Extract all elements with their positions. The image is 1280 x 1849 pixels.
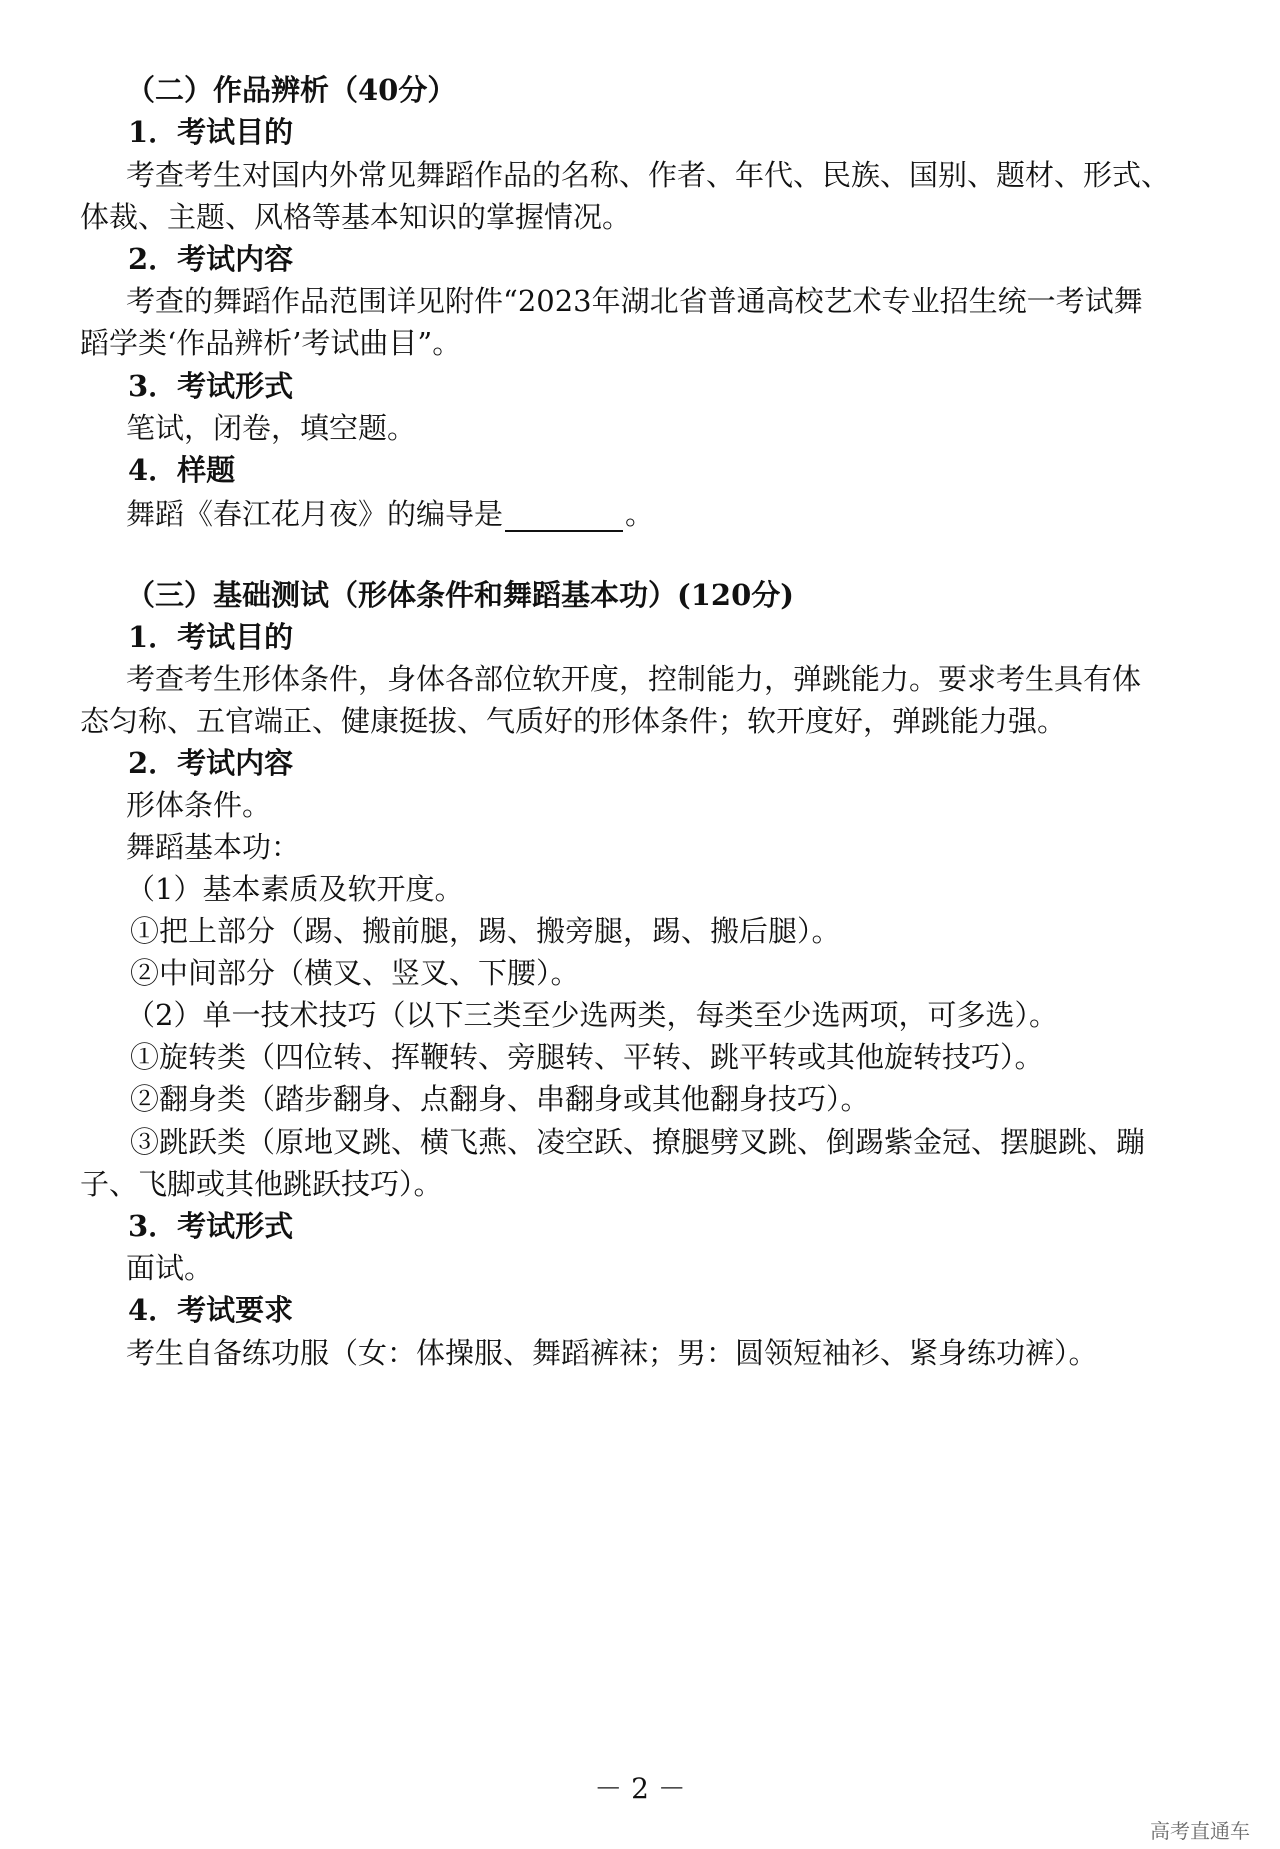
- section-3-purpose-heading: 1．考试目的: [128, 620, 294, 654]
- section-3-req-heading: 4．考试要求: [128, 1293, 294, 1327]
- content-line: ①把上部分（踢、搬前腿，踢、搬旁腿，踢、搬后腿）。: [130, 914, 841, 948]
- section-2-purpose-text-1: 考查考生对国内外常见舞蹈作品的名称、作者、年代、民族、国别、题材、形式、: [126, 158, 1171, 192]
- content-line: 子、飞脚或其他跳跃技巧）。: [80, 1167, 443, 1201]
- content-line: （1）基本素质及软开度。: [126, 872, 464, 906]
- section-3-purpose-text-2: 态匀称、五官端正、健康挺拔、气质好的形体条件；软开度好，弹跳能力强。: [80, 704, 1067, 738]
- content-line: ②翻身类（踏步翻身、点翻身、串翻身或其他翻身技巧）。: [130, 1082, 870, 1116]
- section-3-form-heading: 3．考试形式: [128, 1209, 294, 1243]
- content-line: （2）单一技术技巧（以下三类至少选两类，每类至少选两项，可多选）。: [126, 998, 1058, 1032]
- section-2-form-text: 笔试，闭卷，填空题。: [126, 411, 417, 445]
- section-2-content-heading: 2．考试内容: [128, 242, 294, 276]
- content-line: ③跳跃类（原地叉跳、横飞燕、凌空跃、撩腿劈叉跳、倒踢紫金冠、摆腿跳、蹦: [130, 1125, 1146, 1159]
- section-3-purpose-text-1: 考查考生形体条件，身体各部位软开度，控制能力，弹跳能力。要求考生具有体: [126, 662, 1142, 696]
- sample-text-after: 。: [625, 497, 655, 531]
- content-line: ①旋转类（四位转、挥鞭转、旁腿转、平转、跳平转或其他旋转技巧）。: [130, 1040, 1044, 1074]
- sample-question: [0, 496, 1280, 532]
- section-2-purpose-text-2: 体裁、主题、风格等基本知识的掌握情况。: [80, 200, 632, 234]
- content-line: 舞蹈基本功：: [126, 830, 301, 864]
- section-3-form-text: 面试。: [126, 1251, 214, 1285]
- watermark: 高考直通车: [1150, 1819, 1250, 1843]
- section-2-form-heading: 3．考试形式: [128, 369, 294, 403]
- page-number: － 2 －: [594, 1772, 686, 1805]
- section-3-content-heading: 2．考试内容: [128, 746, 294, 780]
- section-2-content-text-1: 考查的舞蹈作品范围详见附件“2023年湖北省普通高校艺术专业招生统一考试舞: [126, 284, 1143, 318]
- section-2-purpose-heading: 1．考试目的: [128, 115, 294, 149]
- sample-text-before: 舞蹈《春江花月夜》的编导是: [126, 497, 504, 531]
- section-2-content-text-2: 蹈学类‘作品辨析’考试曲目”。: [80, 326, 462, 360]
- content-line: ②中间部分（横叉、竖叉、下腰）。: [130, 956, 580, 990]
- section-2-title: （二）作品辨析（40分）: [126, 73, 457, 107]
- answer-blank: [505, 500, 623, 532]
- section-2-sample-heading: 4．样题: [128, 453, 236, 487]
- section-3-title: （三）基础测试（形体条件和舞蹈基本功）(120分): [126, 578, 794, 612]
- section-3-req-text: 考生自备练功服（女：体操服、舞蹈裤袜；男：圆领短袖衫、紧身练功裤）。: [126, 1336, 1098, 1370]
- content-line: 形体条件。: [126, 788, 272, 822]
